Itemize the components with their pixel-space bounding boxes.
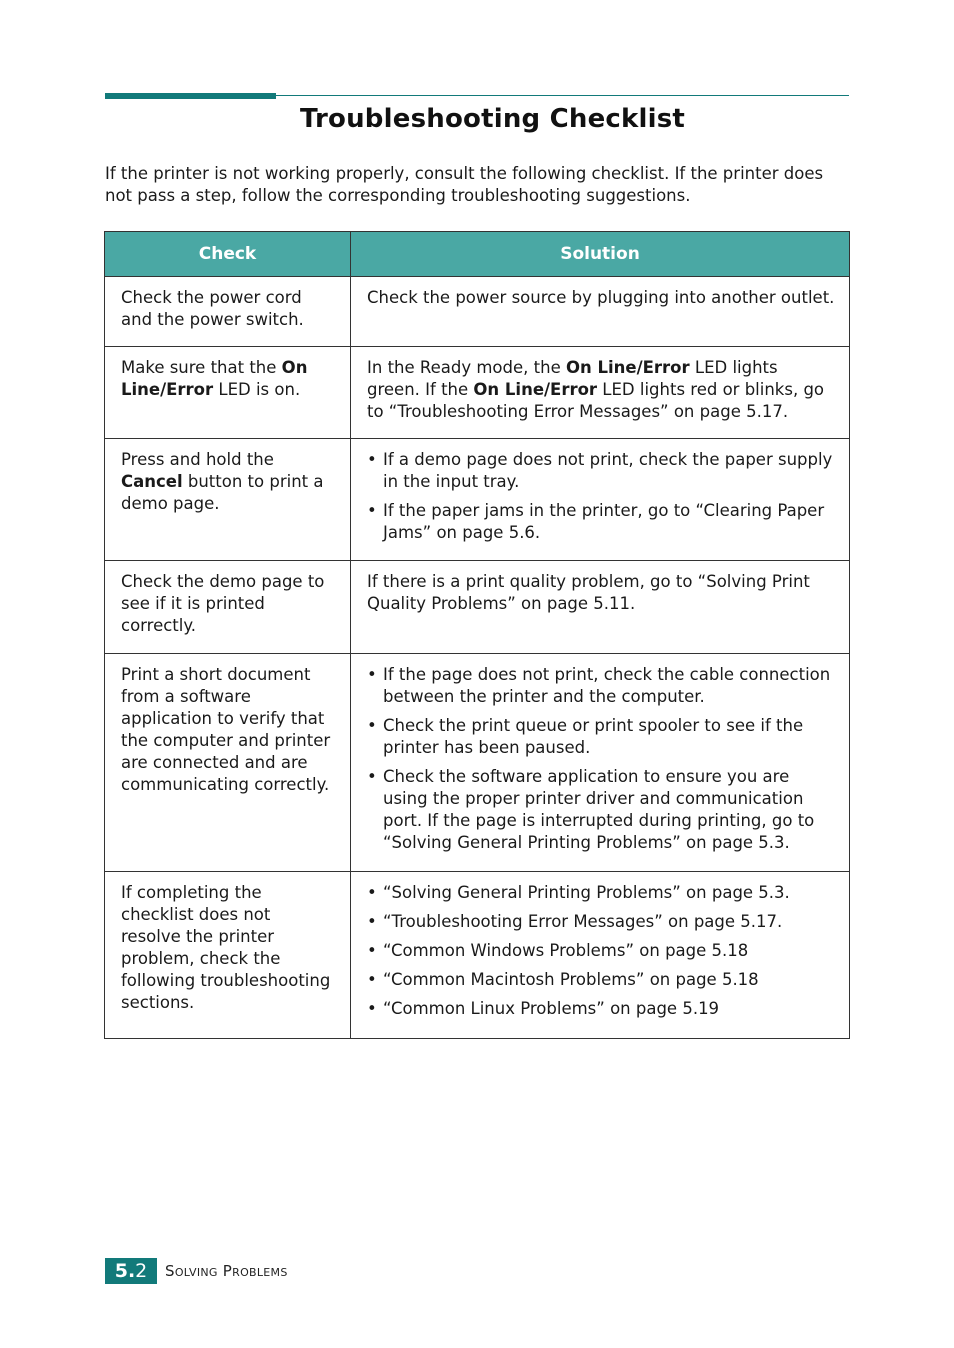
list-item: • Check the print queue or print spooler to see if the printer has been paused. bbox=[367, 715, 835, 759]
table-row bbox=[105, 872, 850, 1039]
solution-list bbox=[367, 449, 835, 544]
page-title: Troubleshooting Checklist bbox=[299, 104, 686, 134]
column-header-solution: Solution bbox=[351, 232, 850, 277]
troubleshooting-table bbox=[104, 231, 850, 1039]
bold-text: On Line/Error bbox=[565, 358, 690, 377]
table-row bbox=[105, 561, 850, 654]
check-cell bbox=[105, 277, 351, 347]
check-cell bbox=[105, 439, 351, 561]
text-run: Make sure that the bbox=[121, 358, 282, 377]
page-number-badge bbox=[105, 1258, 157, 1284]
list-item: • “Troubleshooting Error Messages” on page 5.17. bbox=[367, 911, 835, 933]
list-item: • “Common Windows Problems” on page 5.18 bbox=[367, 940, 835, 962]
header-rule-accent bbox=[105, 93, 276, 99]
solution-cell bbox=[351, 654, 850, 872]
solution-cell bbox=[351, 277, 850, 347]
text-run: button to print a demo page. bbox=[121, 472, 324, 513]
text-run: LED lights red or blinks, go to “Troubleshooting Error Messages” on page 5.17. bbox=[367, 380, 825, 421]
check-cell bbox=[105, 561, 351, 654]
bold-text: On Line/Error bbox=[473, 380, 598, 399]
list-item: • Check the software application to ensure you are using the proper printer driver and communication port. If the page is interrupted during printing, go to “Solving General Printing Problems” on page 5.3. bbox=[367, 766, 835, 854]
text-run: Check the power source by plugging into another outlet. bbox=[367, 288, 835, 307]
list-item: • If a demo page does not print, check the paper supply in the input tray. bbox=[367, 449, 835, 493]
text-run: LED lights green. If the bbox=[367, 358, 778, 399]
text-run: Check the demo page to see if it is printed correctly. bbox=[121, 572, 325, 635]
solution-cell bbox=[351, 347, 850, 439]
table-row bbox=[105, 654, 850, 872]
solution-list bbox=[367, 882, 835, 1020]
bold-text: On Line/Error bbox=[121, 358, 308, 399]
table-row bbox=[105, 439, 850, 561]
list-item: • If the paper jams in the printer, go to “Clearing Paper Jams” on page 5.6. bbox=[367, 500, 835, 544]
solution-list bbox=[367, 664, 835, 854]
list-item: • “Solving General Printing Problems” on page 5.3. bbox=[367, 882, 835, 904]
text-run: Check the power cord and the power switch. bbox=[121, 288, 304, 329]
text-run: Print a short document from a software application to verify that the computer and printer are connected and are communicating correctly. bbox=[121, 665, 331, 794]
page-number: 2 bbox=[135, 1260, 148, 1282]
check-cell bbox=[105, 654, 351, 872]
solution-cell bbox=[351, 872, 850, 1039]
solution-cell bbox=[351, 439, 850, 561]
check-cell bbox=[105, 347, 351, 439]
text-run: In the Ready mode, the bbox=[367, 358, 566, 377]
intro-paragraph: If the printer is not working properly, consult the following checklist. If the printer does not pass a step, follow the corresponding troubleshooting suggestions. bbox=[105, 164, 824, 205]
page-footer bbox=[105, 1258, 288, 1284]
text-run: If there is a print quality problem, go to “Solving Print Quality Problems” on page 5.11. bbox=[367, 572, 810, 613]
text-run: If completing the checklist does not resolve the printer problem, check the following troubleshooting sections. bbox=[121, 883, 331, 1012]
bold-text: Cancel bbox=[121, 472, 183, 491]
section-name: Solving Problems bbox=[165, 1262, 288, 1280]
header-rule-line bbox=[276, 95, 849, 96]
list-item: • If the page does not print, check the cable connection between the printer and the computer. bbox=[367, 664, 835, 708]
table-row bbox=[105, 277, 850, 347]
text-run: LED is on. bbox=[213, 380, 301, 399]
check-cell bbox=[105, 872, 351, 1039]
text-run: Press and hold the bbox=[121, 450, 274, 469]
column-header-check: Check bbox=[105, 232, 351, 277]
chapter-number: 5. bbox=[114, 1260, 136, 1282]
solution-cell bbox=[351, 561, 850, 654]
table-row bbox=[105, 347, 850, 439]
list-item: • “Common Macintosh Problems” on page 5.18 bbox=[367, 969, 835, 991]
table-header-row bbox=[105, 232, 850, 277]
list-item: • “Common Linux Problems” on page 5.19 bbox=[367, 998, 835, 1020]
